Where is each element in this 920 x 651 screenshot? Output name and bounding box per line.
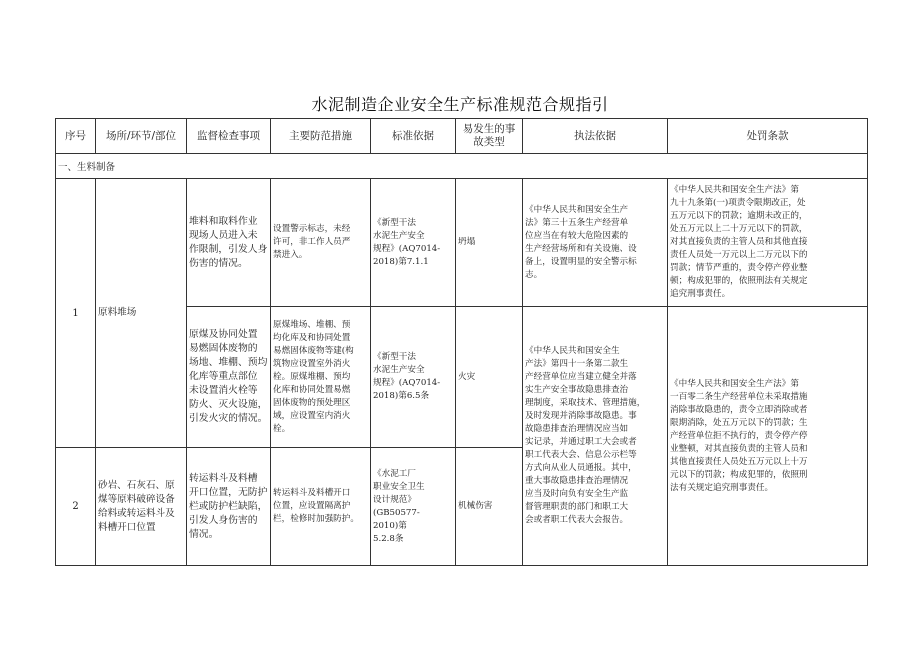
accident-type: 火灾 (456, 307, 523, 448)
header-measures: 主要防范措施 (271, 119, 371, 154)
check-item: 原煤及协同处置 易燃固体废物的 场地、堆棚、预均 化库等重点部位 未设置消火栓等 防火、灭火设施， 引发火灾的情况。 (187, 307, 271, 448)
header-standard: 标准依据 (371, 119, 456, 154)
header-place: 场所/环节/部位 (96, 119, 187, 154)
standard-basis: 《新型干法 水泥生产安全 规程》(AQ7014- 2018)第6.5条 (371, 307, 456, 448)
accident-type: 机械伤害 (456, 448, 523, 566)
prevention-measure: 原煤堆场、堆棚、预 均化库及和协同处置 易燃固体废物等建(构 筑物应设置室外消火 栓。原煤堆棚、预均 化库和协同处置易燃 固体废物的预处理区 域，应设置室内消火 栓。 (271, 307, 371, 448)
penalty-clause: 《中华人民共和国安全生产法》第 一百零二条生产经营单位未采取措施 消除事故隐患的，责令立即消除或者 限期消除，处五万元以下的罚款；生 产经营单位拒不执行的，责令停产停 业整顿，对其直接负责的主管人员和 其他直接责任人员处五万元以上十万 元以下的罚款；构成犯罪的，依照刑 法有关规定追究刑事责任。 (668, 307, 868, 566)
table-header-row (56, 119, 868, 154)
section-title: 一、生料制备 (56, 154, 868, 179)
check-item: 转运料斗及料槽 开口位置，无防护 栏或防护栏缺陷， 引发人身伤害的 情况。 (187, 448, 271, 566)
table-row (56, 179, 868, 307)
prevention-measure: 转运料斗及料槽开口 位置，应设置隔离护 栏，检修时加强防护。 (271, 448, 371, 566)
law-basis: 《中华人民共和国安全生产 法》第三十五条生产经营单 位应当在有较大危险因素的 生产经营场所和有关设施、设 备上，设置明显的安全警示标 志。 (523, 179, 668, 307)
check-item: 堆料和取料作业 现场人员进入未 作限制，引发人身 伤害的情况。 (187, 179, 271, 307)
document-title: 水泥制造企业安全生产标准规范合规指引 (311, 95, 609, 114)
header-penalty: 处罚条款 (668, 119, 868, 154)
accident-type: 坍塌 (456, 179, 523, 307)
section-row (56, 154, 868, 179)
penalty-clause: 《中华人民共和国安全生产法》第 九十九条第(一)项责令限期改正，处 五万元以下的罚款；逾期未改正的， 处五万元以上二十万元以下的罚款， 对其直接负责的主管人员和其他直接 责任人员处一万元以上二万元以下的 罚款；情节严重的，责令停产停业整 顿；构成犯罪的，依照刑法有关规定 追究刑事责任。 (668, 179, 868, 307)
header-law-basis: 执法依据 (523, 119, 668, 154)
row-place: 原料堆场 (96, 179, 187, 448)
header-seq: 序号 (56, 119, 96, 154)
row-seq: 2 (56, 448, 96, 566)
header-accident-type: 易发生的事故类型 (456, 119, 523, 154)
header-check-items: 监督检查事项 (187, 119, 271, 154)
prevention-measure: 设置警示标志，未经 许可，非工作人员严 禁进入。 (271, 179, 371, 307)
compliance-table (55, 118, 868, 566)
standard-basis: 《新型干法 水泥生产安全 规程》(AQ7014- 2018)第7.1.1 (371, 179, 456, 307)
standard-basis: 《水泥工厂 职业安全卫生 设计规范》 (GB50577- 2010)第 5.2.8条 (371, 448, 456, 566)
law-basis: 《中华人民共和国安全生 产法》第四十一条第二款生 产经营单位应当建立健全并落 实生产安全事故隐患排查治 理制度，采取技术、管理措施， 及时发现并消除事故隐患。事 故隐患排查治理情况应当如 实记录，并通过职工大会或者 职工代表大会、信息公示栏等 方式向从业人员通报。其中， 重大事故隐患排查治理情况 应当及时向负有安全生产监 督管理职责的部门和职工大 会或者职工代表大会报告。 (523, 307, 668, 566)
row-seq: 1 (56, 179, 96, 448)
row-place: 砂岩、石灰石、原 煤等原料破碎设备 给料或转运料斗及 料槽开口位置 (96, 448, 187, 566)
